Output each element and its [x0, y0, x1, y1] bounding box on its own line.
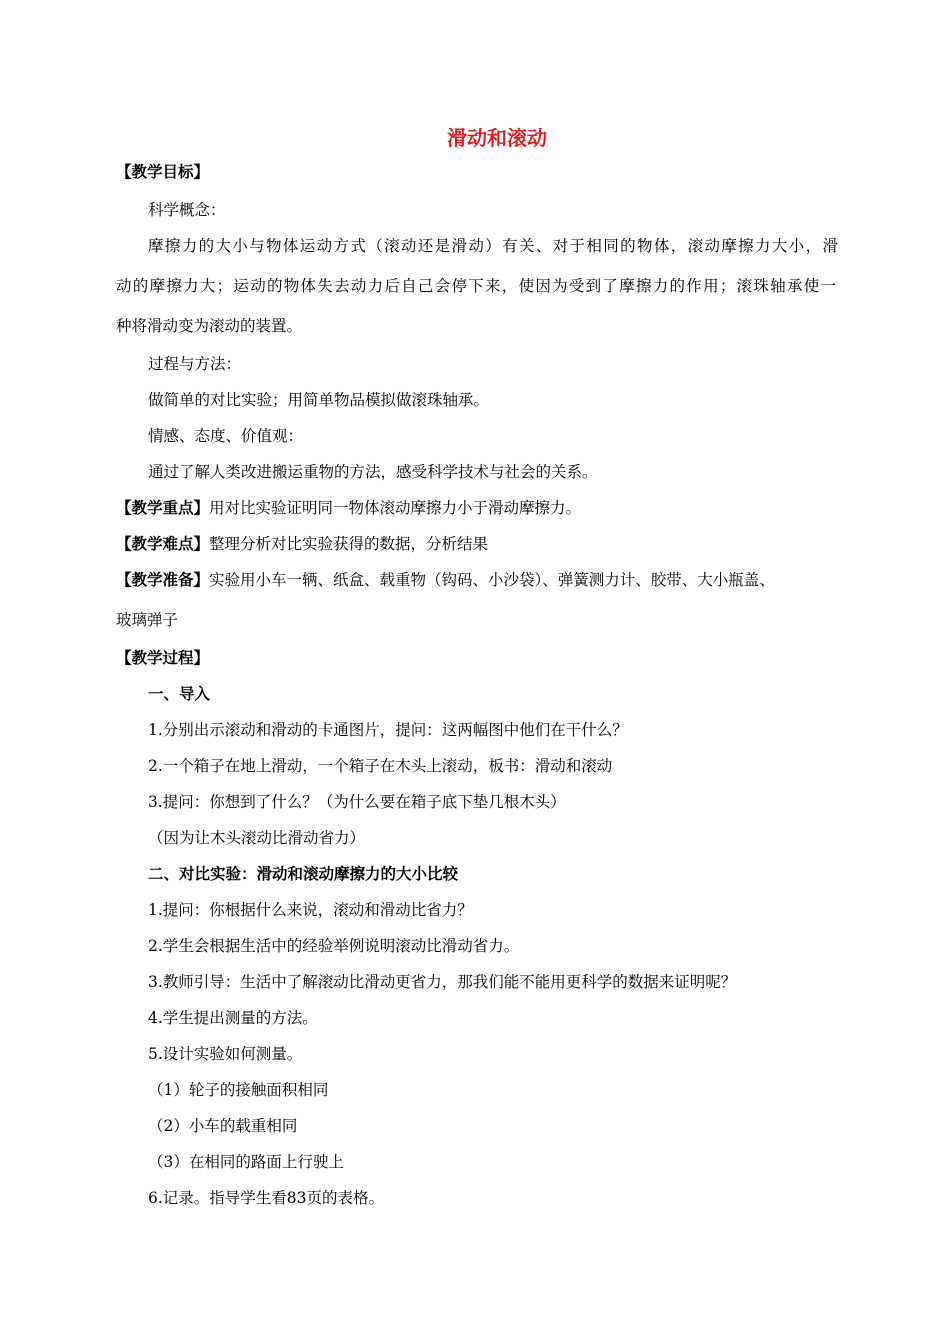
intro-section-title: 一、导入 [148, 685, 211, 703]
difficulty-line [116, 532, 488, 556]
experiment-subitem-3: （3）在相同的路面上行驶上 [148, 1153, 344, 1171]
concept-line-1: 摩擦力的大小与物体运动方式（滚动还是滑动）有关、对于相同的物体，滚动摩擦力大小，滑 [148, 237, 838, 255]
experiment-item-3: 3.教师引导：生活中了解滚动比滑动更省力，那我们能不能用更科学的数据来证明呢？ [148, 973, 737, 991]
concept-line-3: 种将滑动变为滚动的装置。 [116, 317, 303, 335]
preparation-label: 【教学准备】 [116, 571, 210, 589]
experiment-item-5: 5.设计实验如何测量。 [148, 1045, 303, 1063]
preparation-text-continued: 玻璃弹子 [116, 611, 179, 629]
difficulty-label: 【教学难点】 [116, 535, 210, 553]
concept-line-2: 动的摩擦力大；运动的物体失去动力后自己会停下来，使因为受到了摩擦力的作用；滚珠轴承使一 [116, 277, 836, 295]
key-point-label: 【教学重点】 [116, 499, 210, 517]
document-title: 滑动和滚动 [447, 126, 547, 150]
preparation-line [116, 568, 775, 592]
teaching-process-heading: 【教学过程】 [116, 649, 210, 667]
intro-item-1: 1.分别出示滚动和滑动的卡通图片，提问：这两幅图中他们在干什么？ [148, 721, 628, 739]
key-point-text: 用对比实验证明同一物体滚动摩擦力小于滑动摩擦力。 [209, 499, 582, 517]
difficulty-text: 整理分析对比实验获得的数据，分析结果 [209, 535, 489, 553]
intro-item-3: 3.提问：你想到了什么？（为什么要在箱子底下垫几根木头） [148, 793, 566, 811]
experiment-subitem-1: （1）轮子的接触面积相同 [148, 1081, 329, 1099]
intro-item-4: （因为让木头滚动比滑动省力） [148, 829, 366, 847]
experiment-item-1: 1.提问：你根据什么来说，滚动和滑动比省力？ [148, 901, 473, 919]
experiment-item-4: 4.学生提出测量的方法。 [148, 1009, 318, 1027]
preparation-text: 实验用小车一辆、纸盒、载重物（钩码、小沙袋）、弹簧测力计、胶带、大小瓶盖、 [209, 571, 775, 589]
experiment-section-title: 二、对比实验：滑动和滚动摩擦力的大小比较 [148, 865, 459, 883]
experiment-item-2: 2.学生会根据生活中的经验举例说明滚动比滑动省力。 [148, 937, 520, 955]
experiment-item-6: 6.记录。指导学生看83页的表格。 [148, 1189, 385, 1207]
intro-item-2: 2.一个箱子在地上滑动，一个箱子在木头上滚动，板书：滑动和滚动 [148, 757, 613, 775]
attitude-label: 情感、态度、价值观： [148, 427, 304, 445]
key-point-line [116, 496, 581, 520]
concept-label: 科学概念： [148, 201, 226, 219]
process-method-text: 做简单的对比实验；用简单物品模拟做滚珠轴承。 [148, 391, 490, 409]
experiment-subitem-2: （2）小车的载重相同 [148, 1117, 298, 1135]
process-method-label: 过程与方法： [148, 355, 242, 373]
attitude-text: 通过了解人类改进搬运重物的方法，感受科学技术与社会的关系。 [148, 463, 598, 481]
teaching-goals-heading: 【教学目标】 [116, 163, 210, 181]
